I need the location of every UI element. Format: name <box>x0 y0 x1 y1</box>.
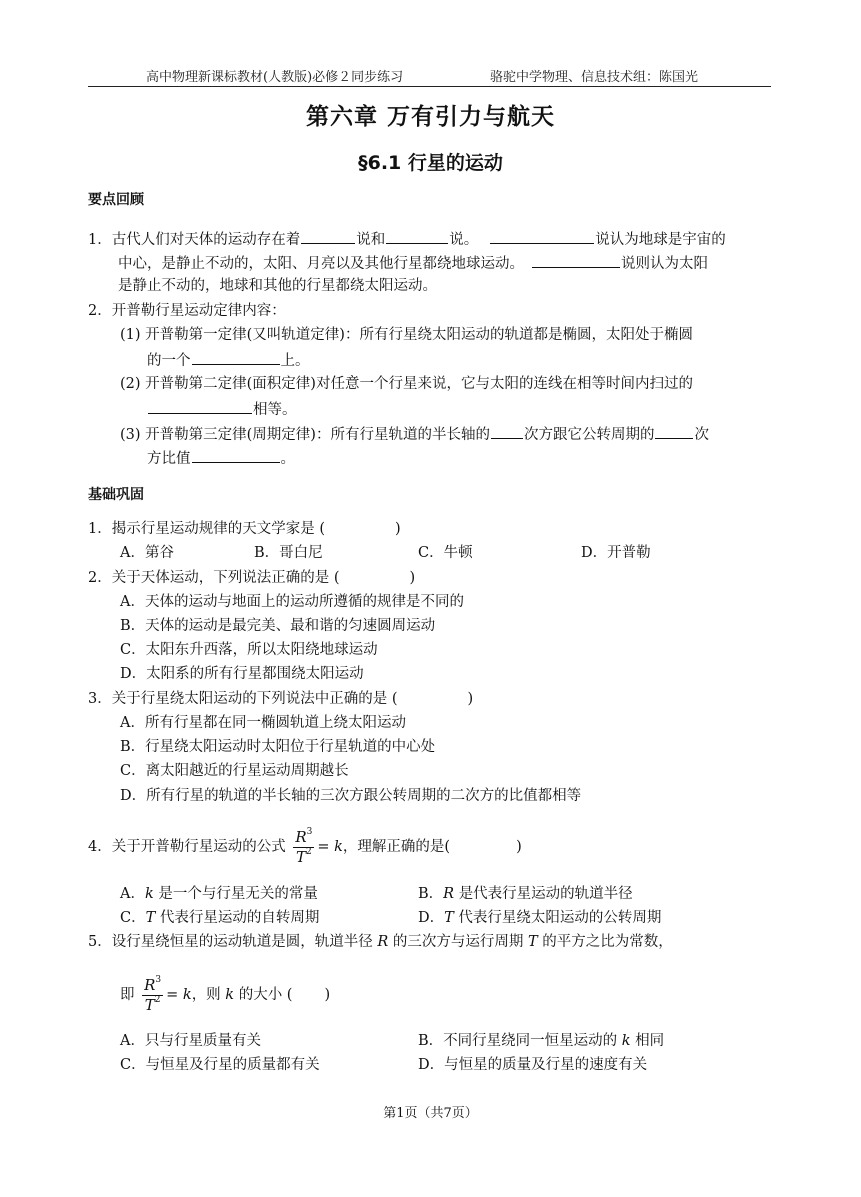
text: 4．关于开普勒行星运动的公式 <box>88 839 286 855</box>
kepler-formula-fraction <box>293 826 314 866</box>
formula-exp: 2 <box>306 846 312 857</box>
basic-q3-option-a[interactable]: A．所有行星都在同一椭圆轨道上绕太阳运动 <box>120 715 406 731</box>
text: 的大小 ( <box>238 987 293 1003</box>
basic-q2-option-c[interactable]: C．太阳东升西落，所以太阳绕地球运动 <box>120 642 378 658</box>
text: ) <box>324 987 331 1003</box>
basic-q4-option-d[interactable] <box>418 908 661 928</box>
page-footer: 第1页（共7页） <box>383 1106 478 1121</box>
answer-blank[interactable] <box>386 228 448 244</box>
basic-q2-option-b[interactable]: B．天体的运动是最完美、最和谐的匀速圆周运动 <box>120 618 436 634</box>
text: 说和 <box>356 232 386 248</box>
text: 的一个 <box>147 353 191 369</box>
review-heading: 要点回顾 <box>88 192 144 208</box>
text: ) <box>467 691 474 707</box>
answer-blank[interactable] <box>192 349 280 365</box>
text: 5．设行星绕恒星的运动轨道是圆，轨道半径 <box>88 934 373 950</box>
review-q2-law2: (2) 开普勒第二定律(面积定律)对任意一个行星来说，它与太阳的连线在相等时间内扫过的 <box>120 376 693 392</box>
text: 是一个与行星无关的常量 <box>158 886 318 902</box>
review-q2-law3 <box>120 423 709 445</box>
answer-blank[interactable] <box>491 423 523 439</box>
text: k <box>621 1033 631 1049</box>
basic-q4-option-b[interactable] <box>418 884 633 904</box>
text: 中心，是静止不动的，太阳、月亮以及其他行星都绕地球运动。 <box>118 256 524 272</box>
basic-q5-option-d[interactable]: D．与恒星的质量及行星的速度有关 <box>418 1057 648 1073</box>
formula-rhs: = k <box>317 839 343 855</box>
review-q2-law1: (1) 开普勒第一定律(又叫轨道定律)：所有行星绕太阳运动的轨道都是椭圆，太阳处于椭圆 <box>120 327 693 343</box>
text: ) <box>395 521 401 537</box>
review-q1-line2 <box>118 252 708 274</box>
answer-blank[interactable] <box>655 423 693 439</box>
text: R <box>377 934 389 950</box>
formula-denominator <box>145 996 161 1013</box>
review-q1-line3: 是静止不动的，地球和其他的行星都绕太阳运动。 <box>118 278 437 294</box>
text: 代表行星运动的自转周期 <box>159 910 320 926</box>
formula-denominator <box>296 848 312 865</box>
basic-q2-option-a[interactable]: A．天体的运动与地面上的运动所遵循的规律是不同的 <box>120 594 464 610</box>
basic-q5-option-b[interactable] <box>418 1031 664 1051</box>
review-q2-law1-cont <box>147 349 310 371</box>
basic-q3-option-c[interactable]: C．离太阳越近的行星运动周期越长 <box>120 763 349 779</box>
formula-exp: 3 <box>306 826 313 837</box>
text: 1．揭示行星运动规律的天文学家是 ( <box>88 521 325 537</box>
text: 说认为地球是宇宙的 <box>595 232 726 248</box>
formula-var: R <box>295 827 307 846</box>
basic-q3-option-b[interactable]: B．行星绕太阳运动时太阳位于行星轨道的中心处 <box>120 739 436 755</box>
review-q2-law2-cont <box>147 398 297 420</box>
basic-q4-option-c[interactable] <box>120 908 319 928</box>
text: ，则 <box>191 987 221 1003</box>
formula-var: T <box>144 995 155 1014</box>
basic-q1-option-c[interactable]: C．牛顿 <box>418 545 473 561</box>
answer-blank[interactable] <box>148 398 252 414</box>
kepler-formula-fraction <box>142 974 163 1014</box>
text: A． <box>120 886 145 902</box>
basic-q3-option-d[interactable]: D．所有行星的轨道的半长轴的三次方跟公转周期的二次方的比值都相等 <box>120 788 582 804</box>
text: ，理解正确的是( <box>342 839 451 855</box>
basic-heading: 基础巩固 <box>88 487 144 503</box>
formula-var: T <box>295 847 306 866</box>
basic-q5-option-c[interactable]: C．与恒星及行星的质量都有关 <box>120 1057 320 1073</box>
answer-blank[interactable] <box>301 228 355 244</box>
basic-q1-option-b[interactable]: B．哥白尼 <box>254 545 323 561</box>
text: T <box>145 910 156 926</box>
basic-q4-stem <box>88 824 522 870</box>
chapter-title: 第六章 万有引力与航天 <box>305 104 555 130</box>
text: 是代表行星运动的轨道半径 <box>458 886 633 902</box>
basic-q2-option-d[interactable]: D．太阳系的所有行星都围绕太阳运动 <box>120 666 364 682</box>
text: 方比值 <box>147 451 191 467</box>
text: k <box>144 886 154 902</box>
text: 的平方之比为常数， <box>542 934 673 950</box>
header-right: 骆驼中学物理、信息技术组：陈国光 <box>490 70 699 85</box>
text: B． <box>418 886 444 902</box>
answer-blank[interactable] <box>532 252 620 268</box>
text: ) <box>516 839 522 855</box>
text: 即 <box>120 987 135 1003</box>
text: 2．关于天体运动，下列说法正确的是 ( <box>88 570 340 586</box>
text: (3) 开普勒第三定律(周期定律)：所有行星轨道的半长轴的 <box>120 427 490 443</box>
formula-exp: 2 <box>154 994 161 1005</box>
text: 上。 <box>280 353 310 369</box>
text: 相等。 <box>253 402 297 418</box>
basic-q1-stem <box>88 519 401 539</box>
text: T <box>444 910 454 926</box>
text: D． <box>418 910 445 926</box>
formula-rhs: = k <box>166 987 192 1003</box>
answer-blank[interactable] <box>192 447 280 463</box>
text: R <box>443 886 455 902</box>
review-q2-law3-cont <box>147 447 295 469</box>
text: 。 <box>280 451 295 467</box>
basic-q2-stem <box>88 568 415 588</box>
formula-exp: 3 <box>155 974 162 985</box>
text: 说则认为太阳 <box>621 256 708 272</box>
review-q2-title: 2．开普勒行星运动定律内容： <box>88 303 286 319</box>
text: k <box>225 987 235 1003</box>
basic-q1-option-a[interactable]: A．第谷 <box>120 545 174 561</box>
header-left: 高中物理新课标教材(人教版)必修２同步练习 <box>146 70 404 85</box>
text: ) <box>409 570 416 586</box>
section-title: §6.1 行星的运动 <box>358 152 503 174</box>
basic-q5-option-a[interactable]: A．只与行星质量有关 <box>120 1033 261 1049</box>
basic-q1-option-d[interactable]: D．开普勒 <box>581 545 651 561</box>
formula-numerator <box>142 974 163 996</box>
header-divider <box>88 86 771 87</box>
text: 3．关于行星绕太阳运动的下列说法中正确的是 ( <box>88 691 398 707</box>
basic-q5-line2 <box>120 972 330 1018</box>
text: T <box>527 934 538 950</box>
text: 次 <box>694 427 709 443</box>
basic-q3-stem <box>88 689 473 709</box>
text: C． <box>120 910 146 926</box>
text: 代表行星绕太阳运动的公转周期 <box>458 910 662 926</box>
text: 的三次方与运行周期 <box>392 934 524 950</box>
basic-q4-option-a[interactable] <box>120 884 318 904</box>
review-q1-line1 <box>88 228 726 250</box>
answer-blank[interactable] <box>490 228 594 244</box>
text: 1．古代人们对天体的运动存在着 <box>88 232 301 248</box>
text: 说。 <box>449 232 479 248</box>
text: 相同 <box>635 1033 665 1049</box>
text: 次方跟它公转周期的 <box>523 427 655 443</box>
text: B．不同行星绕同一恒星运动的 <box>418 1033 618 1049</box>
basic-q5-stem <box>88 932 673 952</box>
formula-numerator <box>293 826 314 848</box>
formula-var: R <box>144 975 156 994</box>
